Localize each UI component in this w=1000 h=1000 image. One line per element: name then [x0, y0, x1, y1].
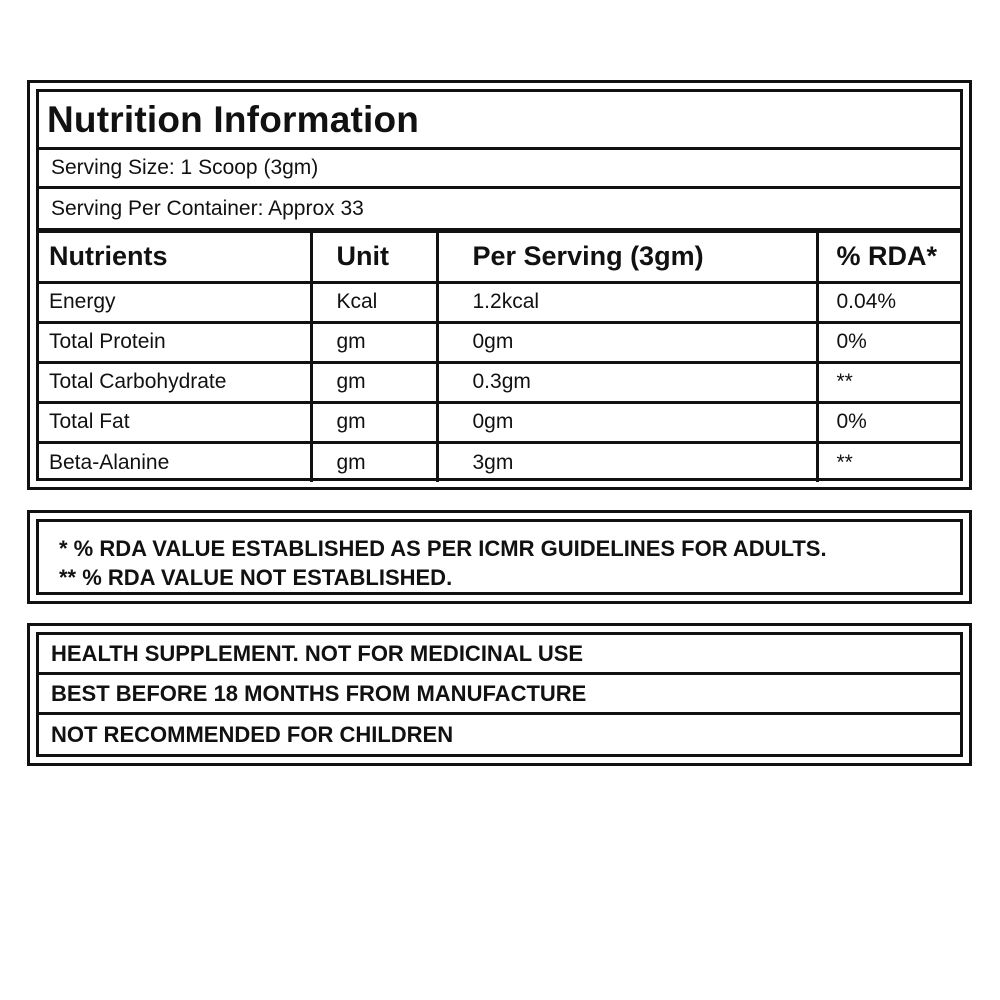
table-row	[39, 282, 960, 322]
rda-notes-panel	[27, 510, 972, 604]
nutrient-name: Total Fat	[39, 402, 311, 442]
nutrient-unit: Kcal	[311, 282, 437, 322]
rda-notes-inner	[36, 519, 963, 595]
warning-best-before: BEST BEFORE 18 MONTHS FROM MANUFACTURE	[39, 675, 960, 715]
table-row	[39, 402, 960, 442]
nutrient-rda: **	[836, 450, 853, 474]
warning-health-supplement: HEALTH SUPPLEMENT. NOT FOR MEDICINAL USE	[39, 635, 960, 675]
nutrition-panel-inner	[36, 89, 963, 481]
nutrient-unit: gm	[311, 442, 437, 482]
nutrient-unit: gm	[311, 362, 437, 402]
nutrient-rda: **	[817, 362, 960, 402]
nutrient-per-serving: 0.3gm	[437, 362, 817, 402]
nutrient-per-serving: 3gm	[437, 442, 817, 482]
header-rda: % RDA*	[817, 233, 960, 282]
nutrient-name: Total Carbohydrate	[39, 362, 311, 402]
rda-note-established: * % RDA VALUE ESTABLISHED AS PER ICMR GUIDELINES FOR ADULTS.	[59, 536, 827, 561]
nutrient-rda: 0.04%	[817, 282, 960, 322]
nutrient-unit: gm	[311, 322, 437, 362]
table-row	[39, 442, 960, 482]
header-per-serving: Per Serving (3gm)	[437, 233, 817, 282]
table-row	[39, 322, 960, 362]
nutrition-title: Nutrition Information	[39, 92, 960, 150]
warnings-panel	[27, 623, 972, 766]
header-nutrients: Nutrients	[39, 233, 311, 282]
rda-note-not-established: ** % RDA VALUE NOT ESTABLISHED.	[59, 565, 453, 590]
table-row	[39, 362, 960, 402]
nutrient-per-serving: 1.2kcal	[437, 282, 817, 322]
nutrient-rda: 0%	[817, 322, 960, 362]
nutrient-unit: gm	[311, 402, 437, 442]
serving-size: Serving Size: 1 Scoop (3gm)	[39, 150, 960, 189]
nutrient-name: Total Protein	[39, 322, 311, 362]
nutrition-panel	[27, 80, 972, 490]
nutrient-per-serving: 0gm	[437, 322, 817, 362]
warning-children: NOT RECOMMENDED FOR CHILDREN	[51, 722, 454, 747]
nutrient-name: Energy	[39, 282, 311, 322]
nutrition-table	[39, 233, 960, 482]
header-unit: Unit	[311, 233, 437, 282]
nutrient-rda: 0%	[817, 402, 960, 442]
nutrient-name: Beta-Alanine	[39, 442, 311, 482]
warnings-inner	[36, 632, 963, 757]
nutrient-per-serving: 0gm	[437, 402, 817, 442]
table-header-row	[39, 233, 960, 282]
servings-per-container: Serving Per Container: Approx 33	[39, 189, 960, 233]
